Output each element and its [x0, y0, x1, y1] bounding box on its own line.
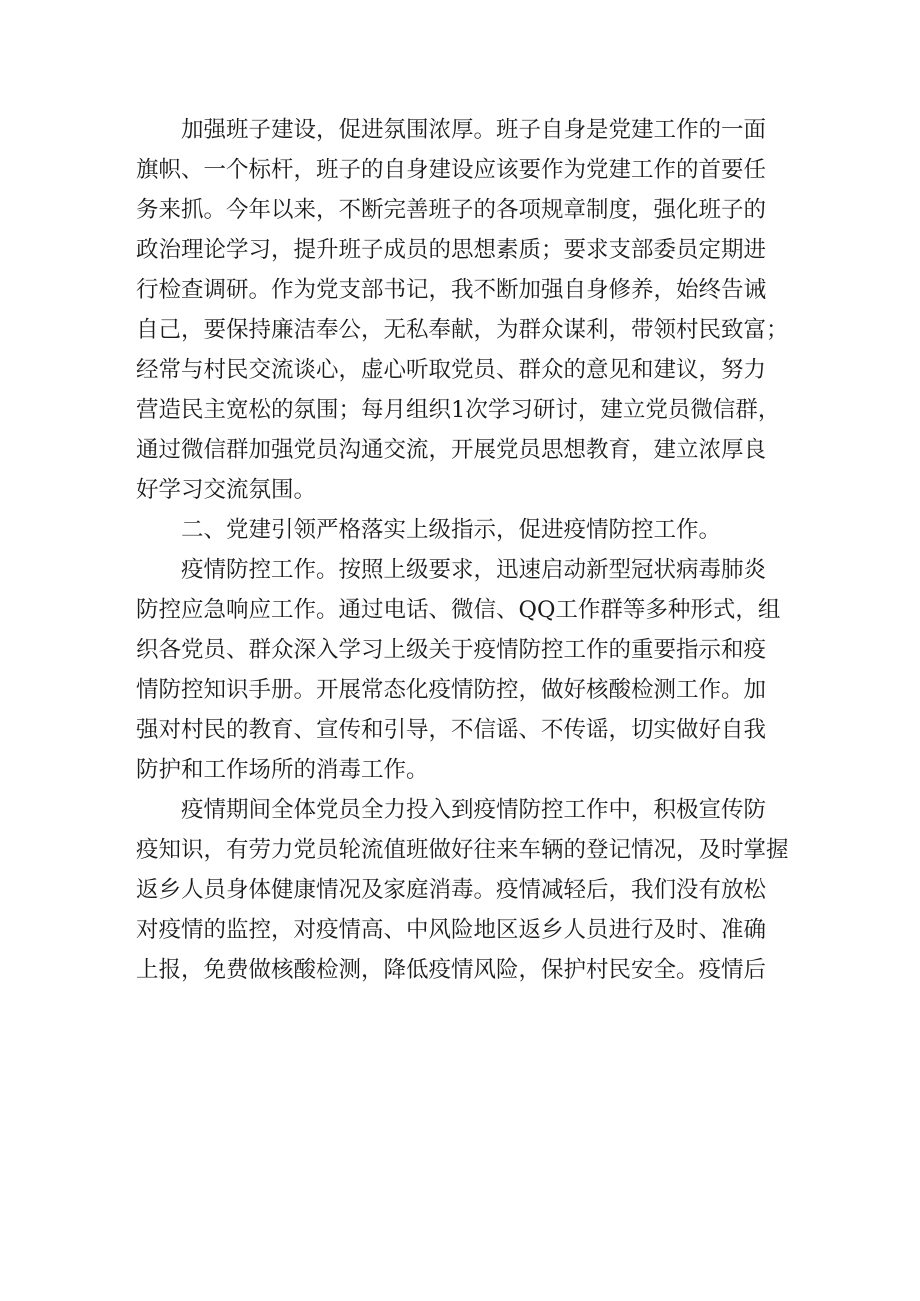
text-line: 织各党员、群众深入学习上级关于疫情防控工作的重要指示和疫: [136, 637, 767, 663]
text-line: 情防控知识手册。开展常态化疫情防控，做好核酸检测工作。加: [136, 677, 767, 703]
text-line: 防护和工作场所的消毒工作。: [136, 757, 429, 783]
text-line: 政治理论学习，提升班子成员的思想素质；要求支部委员定期进: [136, 237, 767, 263]
text-line: 上报，免费做核酸检测，降低疫情风险，保护村民安全。疫情后: [136, 957, 767, 983]
document-body: [136, 110, 792, 990]
text-line: 加强班子建设，促进氛围浓厚。班子自身是党建工作的一面: [181, 117, 767, 143]
text-line: 好学习交流氛围。: [136, 477, 317, 503]
text-line: 通过微信群加强党员沟通交流，开展党员思想教育，建立浓厚良: [136, 437, 767, 463]
text-line: 疫情防控工作。按照上级要求，迅速启动新型冠状病毒肺炎: [181, 557, 767, 583]
paragraph-epidemic-control: [136, 550, 792, 790]
text-line: 二、党建引领严格落实上级指示，促进疫情防控工作。: [181, 517, 722, 543]
text-line: 营造民主宽松的氛围；每月组织1次学习研讨，建立党员微信群，: [136, 397, 781, 423]
text-line: 旗帜、一个标杆，班子的自身建设应该要作为党建工作的首要任: [136, 157, 767, 183]
text-line: 疫情期间全体党员全力投入到疫情防控工作中，积极宣传防: [181, 797, 767, 823]
text-line: 返乡人员身体健康情况及家庭消毒。疫情减轻后，我们没有放松: [136, 877, 767, 903]
text-line: 疫知识，有劳力党员轮流值班做好往来车辆的登记情况，及时掌握: [136, 837, 789, 863]
paragraph-team-building: [136, 110, 792, 510]
section-heading: [136, 510, 792, 550]
text-line: 对疫情的监控，对疫情高、中风险地区返乡人员进行及时、准确: [136, 917, 767, 943]
paragraph-party-members-duty: [136, 790, 792, 990]
text-line: 强对村民的教育、宣传和引导，不信谣、不传谣，切实做好自我: [136, 717, 767, 743]
text-line: 防控应急响应工作。通过电话、微信、QQ工作群等多种形式，组: [136, 597, 781, 623]
text-line: 务来抓。今年以来，不断完善班子的各项规章制度，强化班子的: [136, 197, 767, 223]
text-line: 自己，要保持廉洁奉公，无私奉献，为群众谋利，带领村民致富；: [136, 317, 789, 343]
text-line: 经常与村民交流谈心，虚心听取党员、群众的意见和建议，努力: [136, 357, 767, 383]
text-line: 行检查调研。作为党支部书记，我不断加强自身修养，始终告诫: [136, 277, 767, 303]
